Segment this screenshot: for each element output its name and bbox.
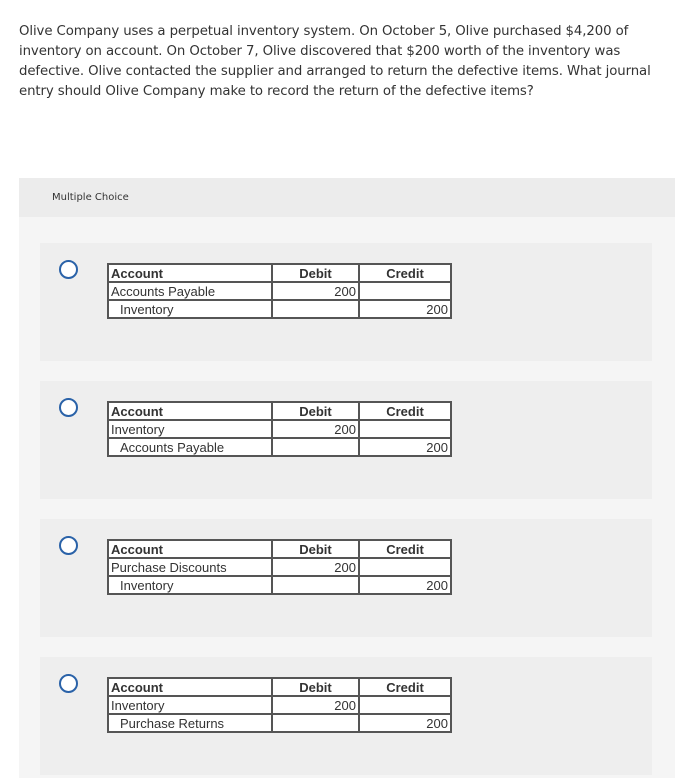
debit-amount: 200 xyxy=(272,558,359,576)
table-header-row xyxy=(108,678,451,696)
debit-row xyxy=(108,282,451,300)
radio-option-2[interactable] xyxy=(59,398,78,417)
debit-account: Inventory xyxy=(108,696,272,714)
journal-entry-table xyxy=(107,677,452,733)
credit-account: Inventory xyxy=(108,300,272,318)
credit-header: Credit xyxy=(359,540,451,558)
empty-cell xyxy=(359,420,451,438)
debit-account: Purchase Discounts xyxy=(108,558,272,576)
debit-row xyxy=(108,558,451,576)
empty-cell xyxy=(359,558,451,576)
credit-amount: 200 xyxy=(359,576,451,594)
credit-account: Accounts Payable xyxy=(108,438,272,456)
table-header-row xyxy=(108,402,451,420)
radio-option-1[interactable] xyxy=(59,260,78,279)
empty-cell xyxy=(359,696,451,714)
debit-header: Debit xyxy=(272,540,359,558)
option-1[interactable] xyxy=(40,243,652,361)
empty-cell xyxy=(272,300,359,318)
credit-row xyxy=(108,576,451,594)
debit-row xyxy=(108,696,451,714)
credit-amount: 200 xyxy=(359,438,451,456)
radio-option-3[interactable] xyxy=(59,536,78,555)
journal-entry-table xyxy=(107,263,452,319)
multiple-choice-panel xyxy=(19,178,675,778)
empty-cell xyxy=(272,714,359,732)
debit-header: Debit xyxy=(272,402,359,420)
option-3[interactable] xyxy=(40,519,652,637)
debit-amount: 200 xyxy=(272,696,359,714)
empty-cell xyxy=(359,282,451,300)
debit-header: Debit xyxy=(272,678,359,696)
account-header: Account xyxy=(108,540,272,558)
credit-row xyxy=(108,300,451,318)
debit-header: Debit xyxy=(272,264,359,282)
option-2[interactable] xyxy=(40,381,652,499)
journal-entry-table xyxy=(107,401,452,457)
options-container xyxy=(19,217,675,778)
debit-amount: 200 xyxy=(272,282,359,300)
account-header: Account xyxy=(108,678,272,696)
credit-header: Credit xyxy=(359,264,451,282)
empty-cell xyxy=(272,576,359,594)
account-header: Account xyxy=(108,402,272,420)
credit-row xyxy=(108,714,451,732)
empty-cell xyxy=(272,438,359,456)
credit-account: Inventory xyxy=(108,576,272,594)
credit-header: Credit xyxy=(359,678,451,696)
account-header: Account xyxy=(108,264,272,282)
debit-amount: 200 xyxy=(272,420,359,438)
radio-option-4[interactable] xyxy=(59,674,78,693)
table-header-row xyxy=(108,540,451,558)
credit-amount: 200 xyxy=(359,714,451,732)
debit-account: Accounts Payable xyxy=(108,282,272,300)
credit-amount: 200 xyxy=(359,300,451,318)
credit-account: Purchase Returns xyxy=(108,714,272,732)
option-4[interactable] xyxy=(40,657,652,775)
debit-account: Inventory xyxy=(108,420,272,438)
credit-row xyxy=(108,438,451,456)
table-header-row xyxy=(108,264,451,282)
debit-row xyxy=(108,420,451,438)
question-text: Olive Company uses a perpetual inventory system. On October 5, Olive purchased $4,200 of inventory on account. On October 7, Olive discovered that $200 worth of the inventory was defective. Olive contacted the supplier and arranged to return the defective items. What journal entry should Olive Company make to record the return of the defective items? xyxy=(19,24,651,99)
multiple-choice-header xyxy=(19,178,675,217)
journal-entry-table xyxy=(107,539,452,595)
multiple-choice-label: Multiple Choice xyxy=(52,192,129,203)
credit-header: Credit xyxy=(359,402,451,420)
